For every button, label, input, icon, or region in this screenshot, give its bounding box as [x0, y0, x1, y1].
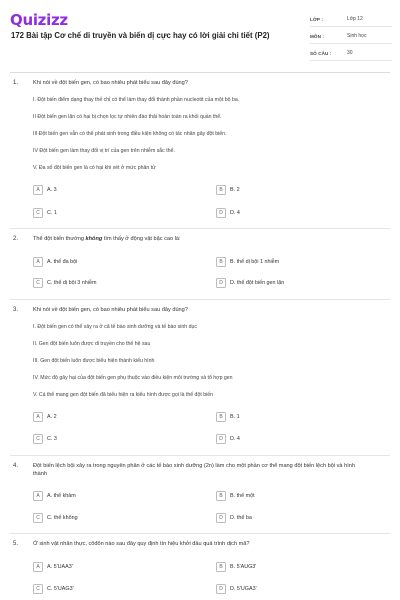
meta-label-grade: LỚP : [310, 16, 324, 22]
meta-row-count [310, 46, 392, 61]
answer-option-c[interactable] [33, 512, 193, 524]
option-letter-box: C [33, 584, 43, 594]
question-divider [10, 299, 390, 300]
option-letter-box: C [33, 278, 43, 288]
option-letter-box: C [33, 513, 43, 523]
question-number: 2. [13, 236, 19, 242]
statement-line: V. Đa số đột biến gen là có hại khi xét ở mức phân tử [33, 165, 156, 171]
answer-option-d[interactable] [216, 207, 376, 219]
option-letter-box: B [216, 257, 226, 267]
question-number: 3. [13, 307, 19, 313]
statement-line: V. Cá thể mang gen đột biến đã biểu hiện ra kiểu hình được gọi là thể đột biến [33, 392, 214, 398]
meta-label-subject: MÔN : [310, 33, 325, 39]
answer-option-b[interactable] [216, 184, 376, 196]
option-text: A. thể khảm [47, 493, 76, 499]
option-letter-box: C [33, 434, 43, 444]
meta-label-count: SỐ CÂU : [310, 50, 332, 56]
answer-option-b[interactable] [216, 411, 376, 423]
question-divider [10, 533, 390, 534]
worksheet-title: 172 Bài tập Cơ chế di truyền và biến dị cực hay có lời giải chi tiết (P2) [11, 31, 270, 40]
question-text: Khi nói về đột biến gen, có bao nhiêu phát biểu sau đây đúng? [33, 80, 188, 86]
question-divider [10, 455, 390, 456]
answer-option-b[interactable] [216, 490, 376, 502]
worksheet-header [0, 0, 400, 72]
option-letter-box: D [216, 208, 226, 218]
option-text: A. thể đa bội [47, 259, 78, 265]
answer-option-a[interactable] [33, 184, 193, 196]
option-text: B. 5'AUG3' [230, 564, 257, 570]
option-letter-box: A [33, 562, 43, 572]
question-number: 5. [13, 541, 19, 547]
option-text: C. thể dị bội 3 nhiễm [47, 280, 97, 286]
answer-option-d[interactable] [216, 433, 376, 445]
question-text [33, 235, 368, 243]
question-text-before: Thể đột biến thường [33, 236, 86, 242]
question-text-after: tìm thấy ở động vật bậc cao là: [102, 236, 181, 242]
option-text: D. thể đột biến gen lặn [230, 280, 285, 286]
option-text: C. thể không [47, 515, 78, 521]
option-text: A. 5'UAA3' [47, 564, 73, 570]
option-letter-box: D [216, 513, 226, 523]
option-letter-box: B [216, 412, 226, 422]
option-text: C. 1 [47, 210, 57, 216]
answer-option-d[interactable] [216, 512, 376, 524]
answer-option-c[interactable] [33, 583, 193, 595]
header-divider [10, 72, 390, 73]
answer-option-c[interactable] [33, 277, 193, 289]
statement-line: I. Đột biến gen có thể xảy ra ở cả tế bào sinh dưỡng và tế bào sinh dục [33, 324, 197, 330]
statement-line: IV. Mức độ gây hại của đột biến gen phụ thuộc vào điều kiện môi trường và tổ hợp gen [33, 375, 233, 381]
meta-value-subject: Sinh học [347, 33, 367, 39]
option-text: B. thể dị bội 1 nhiễm [230, 259, 280, 265]
meta-value-count: 30 [347, 50, 353, 56]
question-text: Khi nói về đột biến gen, có bao nhiêu phát biểu sau đây đúng? [33, 307, 188, 313]
option-letter-box: A [33, 185, 43, 195]
option-letter-box: D [216, 278, 226, 288]
question-number: 4. [13, 463, 19, 469]
meta-row-grade [310, 12, 392, 27]
quizizz-logo[interactable]: Quizizz [10, 11, 68, 29]
answer-option-b[interactable] [216, 561, 376, 573]
meta-value-grade: Lớp 12 [347, 16, 363, 22]
question-number: 1. [13, 80, 19, 86]
statement-line: III Đột biến gen vẫn có thể phát sinh trong điều kiện không có tác nhân gây đột biến. [33, 131, 227, 137]
option-text: B. 1 [230, 414, 240, 420]
statement-line: II Đột biến gen lặn có hại bị chọn lọc tự nhiên đào thải hoàn toàn ra khỏi quần thể. [33, 114, 222, 120]
option-letter-box: A [33, 491, 43, 501]
question-text-emphasis: không [85, 236, 103, 242]
statement-line: IV Đột biến gen làm thay đổi vị trí của gen trên nhiễm sắc thể. [33, 148, 175, 154]
option-text: B. thể một [230, 493, 255, 499]
option-letter-box: B [216, 185, 226, 195]
option-text: C. 5'UAG3' [47, 586, 74, 592]
option-text: A. 2 [47, 414, 57, 420]
statement-line: II. Gen đột biến luôn được di truyền cho thế hệ sau [33, 341, 151, 347]
statement-line: III. Gen đột biến luôn được biểu hiện thành kiểu hình [33, 358, 155, 364]
answer-option-a[interactable] [33, 411, 193, 423]
answer-option-a[interactable] [33, 490, 193, 502]
statement-line: I. Đột biến điểm dạng thay thế chỉ có thể làm thay đổi thành phần nucleotit của một bộ ba. [33, 97, 240, 103]
question-text: Ở sinh vật nhân thực, côđôn nào sau đây quy định tín hiệu khởi đầu quá trình dịch mã? [33, 541, 250, 547]
meta-row-subject [310, 29, 392, 44]
worksheet-meta [310, 12, 392, 63]
answer-option-c[interactable] [33, 433, 193, 445]
option-text: D. 5'UGA3' [230, 586, 257, 592]
answer-option-a[interactable] [33, 561, 193, 573]
option-text: A. 3 [47, 187, 57, 193]
question-text: Đột biến lệch bội xảy ra trong nguyên phân ở các tế bào sinh dưỡng (2n) làm cho một phần cơ thể mang đột biến lệch bội và hình thành [33, 463, 355, 477]
option-letter-box: D [216, 584, 226, 594]
answer-option-c[interactable] [33, 207, 193, 219]
option-text: D. thể ba [230, 515, 252, 521]
option-text: D. 4 [230, 436, 240, 442]
option-letter-box: A [33, 257, 43, 267]
answer-option-b[interactable] [216, 256, 376, 268]
answer-option-d[interactable] [216, 277, 376, 289]
option-text: D. 4 [230, 210, 240, 216]
option-letter-box: A [33, 412, 43, 422]
option-letter-box: B [216, 562, 226, 572]
option-letter-box: B [216, 491, 226, 501]
question-divider [10, 228, 390, 229]
option-letter-box: D [216, 434, 226, 444]
option-letter-box: C [33, 208, 43, 218]
option-text: B. 2 [230, 187, 240, 193]
answer-option-a[interactable] [33, 256, 193, 268]
answer-option-d[interactable] [216, 583, 376, 595]
option-text: C. 3 [47, 436, 57, 442]
